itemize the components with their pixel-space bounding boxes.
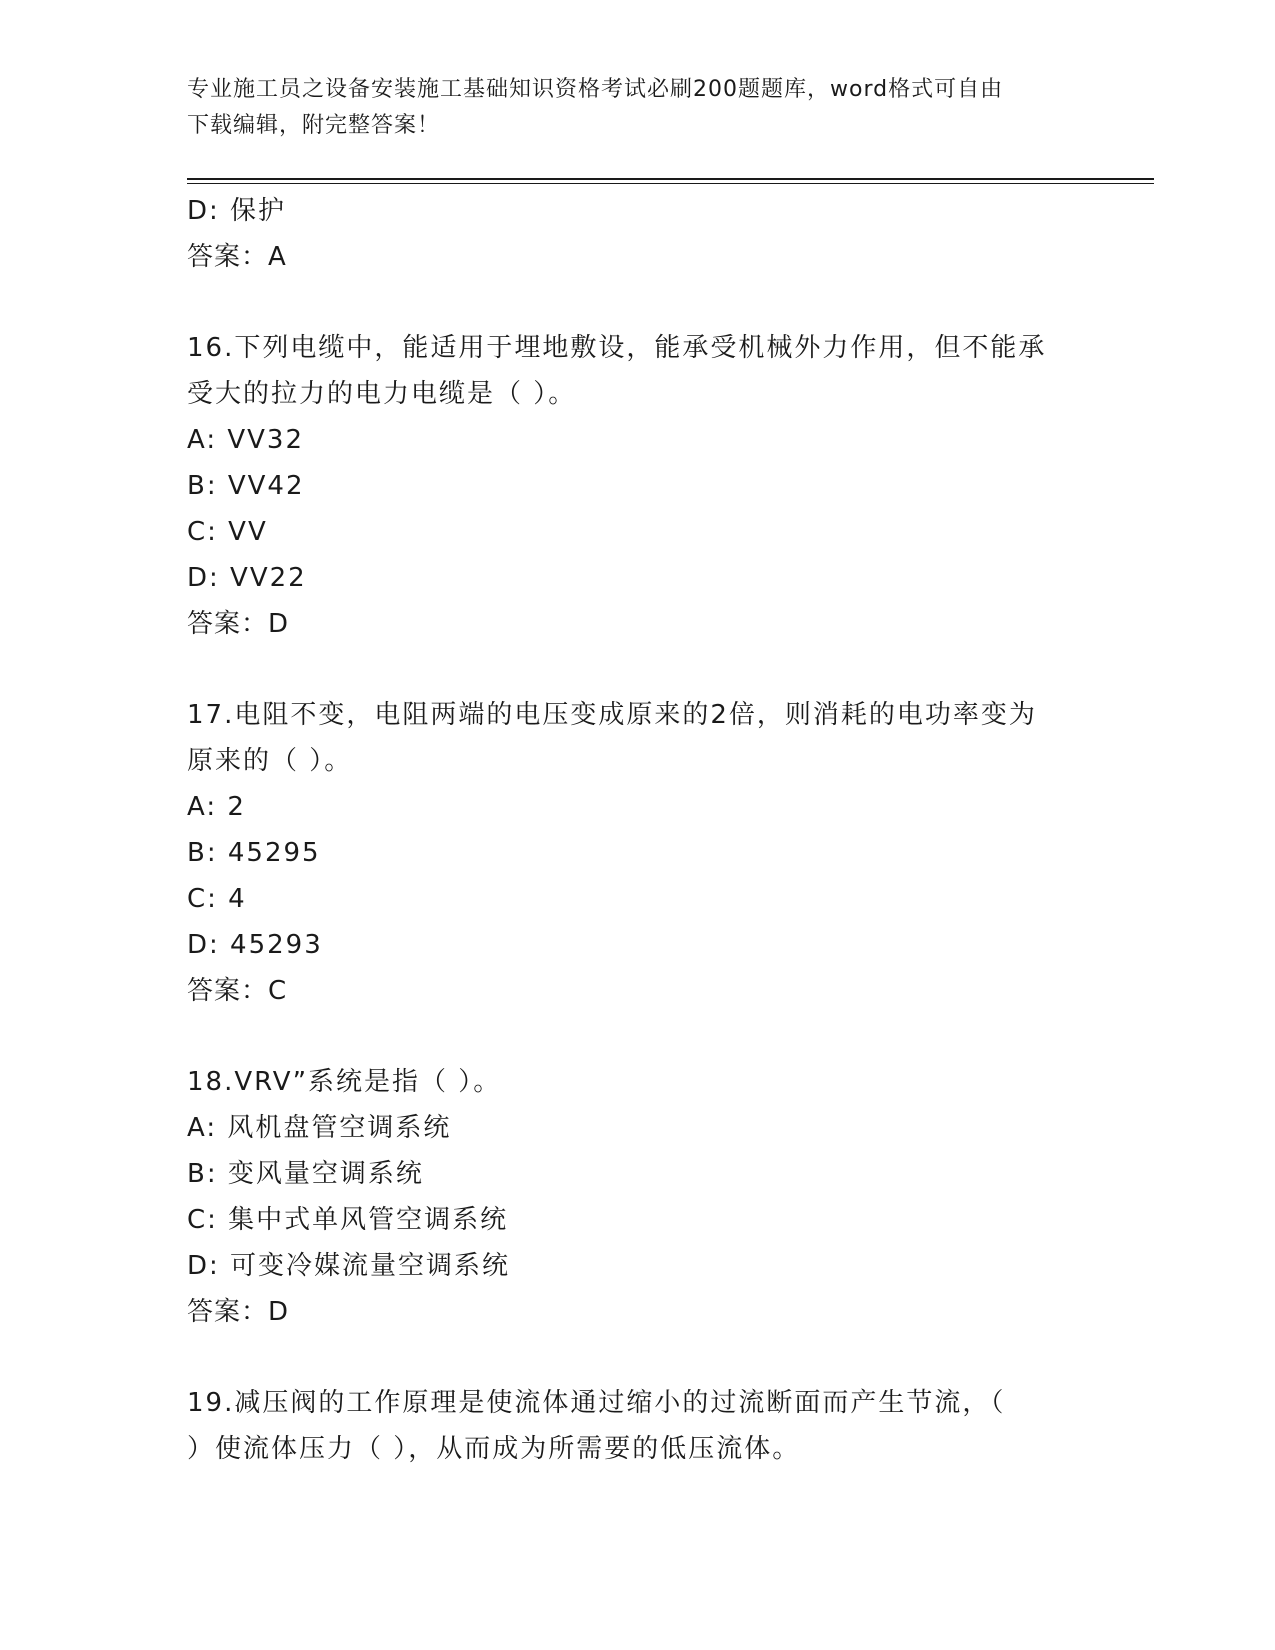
previous-question-tail: [187, 188, 1087, 280]
answer-line: 答案：D: [187, 1297, 290, 1327]
question-text-line: 18.VRV”系统是指（ ）。: [187, 1067, 502, 1097]
question-16: [187, 325, 1087, 647]
answer-line: 答案：C: [187, 976, 288, 1006]
question-18: [187, 1059, 1087, 1335]
header-line-1: 专业施工员之设备安装施工基础知识资格考试必刷200题题库，word格式可自由: [187, 77, 1004, 102]
question-text-line: 16.下列电缆中，能适用于埋地敷设，能承受机械外力作用，但不能承: [187, 333, 1047, 363]
question-content: [187, 188, 1087, 1472]
option-d: D: 可变冷媒流量空调系统: [187, 1251, 511, 1281]
option-c: C: VV: [187, 517, 268, 547]
spacer: [187, 1014, 1087, 1059]
option-d: D: 保护: [187, 196, 287, 226]
question-19: [187, 1380, 1087, 1472]
header-line-2: 下载编辑，附完整答案！: [187, 113, 441, 138]
option-b: B: VV42: [187, 471, 305, 501]
answer-line: 答案：D: [187, 609, 290, 639]
header-rule-thin: [187, 183, 1154, 184]
question-text-line: 19.减压阀的工作原理是使流体通过缩小的过流断面而产生节流，（: [187, 1388, 1006, 1418]
spacer: [187, 280, 1087, 325]
option-d: D: VV22: [187, 563, 307, 593]
option-d: D: 45293: [187, 930, 323, 960]
question-text-line: 17.电阻不变，电阻两端的电压变成原来的2倍，则消耗的电功率变为: [187, 700, 1037, 730]
answer-line: 答案：A: [187, 242, 287, 272]
option-c: C: 集中式单风管空调系统: [187, 1205, 509, 1235]
spacer: [187, 1335, 1087, 1380]
question-text-line: ）使流体压力（ ），从而成为所需要的低压流体。: [187, 1434, 801, 1464]
header-rule-thick: [187, 178, 1154, 180]
option-b: B: 45295: [187, 838, 321, 868]
option-b: B: 变风量空调系统: [187, 1159, 424, 1189]
question-17: [187, 692, 1087, 1014]
option-c: C: 4: [187, 884, 247, 914]
option-a: A: 风机盘管空调系统: [187, 1113, 452, 1143]
question-text-line: 受大的拉力的电力电缆是（ ）。: [187, 379, 577, 409]
document-header: [187, 72, 1087, 144]
question-text-line: 原来的（ ）。: [187, 746, 353, 776]
spacer: [187, 647, 1087, 692]
option-a: A: VV32: [187, 425, 305, 455]
option-a: A: 2: [187, 792, 246, 822]
